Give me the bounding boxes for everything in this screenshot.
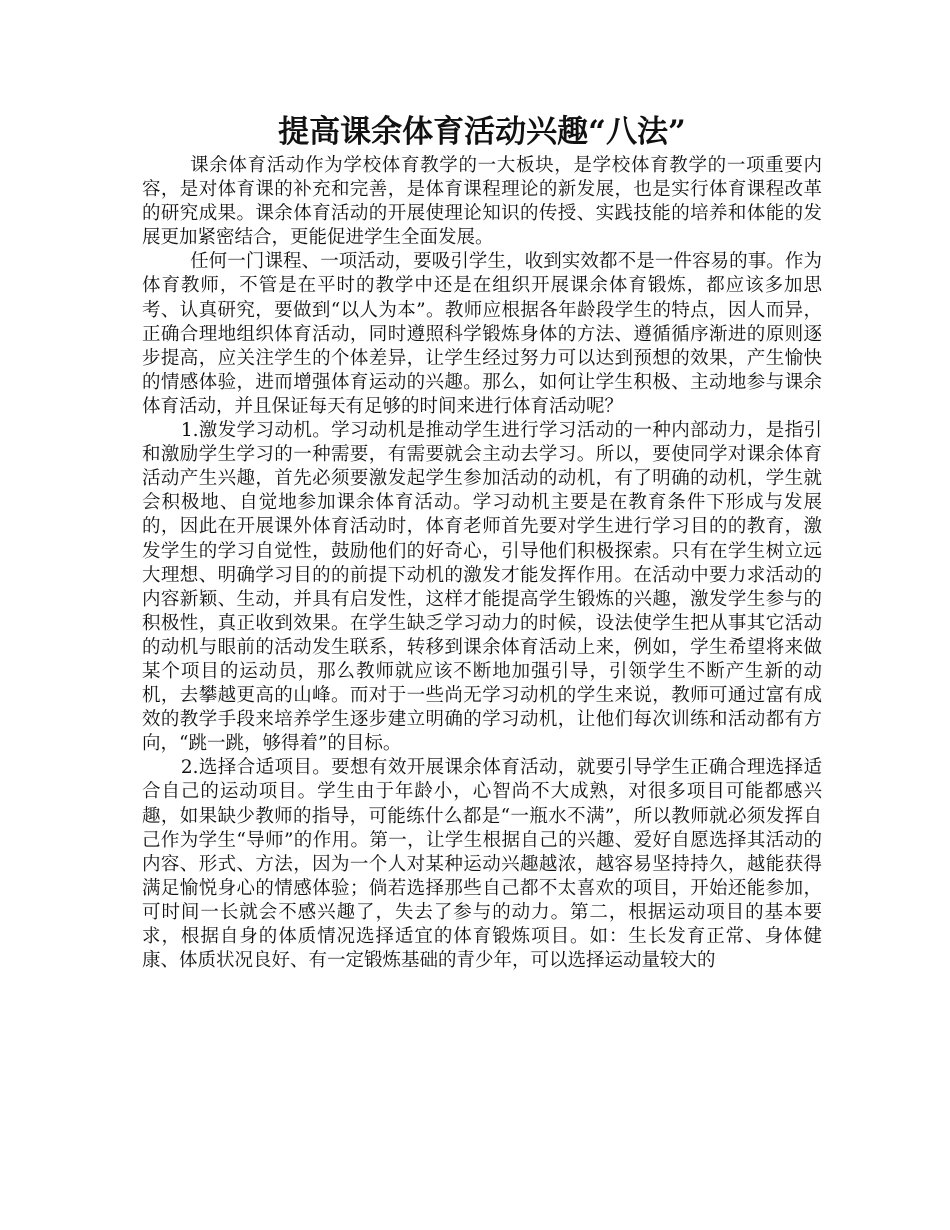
paragraph-question: 任何一门课程、一项活动，要吸引学生，收到实效都不是一件容易的事。作为体育教师，不管是在平时的教学中还是在组织开展课余体育锻炼，都应该多加思考、认真研究，要做到“以人为本”。教师应根据各年龄段学生的特点，因人而异，正确合理地组织体育活动，同时遵照科学锻炼身体的方法、遵循循序渐进的原则逐步提高，应关注学生的个体差异，让学生经过努力可以达到预想的效果，产生愉快的情感体验，进而增强体育运动的兴趣。那么，如何让学生积极、主动地参与课余体育活动，并且保证每天有足够的时间来进行体育活动呢？ xyxy=(142,251,822,417)
paragraph-method-1: 1.激发学习动机。学习动机是推动学生进行学习活动的一种内部动力，是指引和激励学生学习的一种需要，有需要就会主动去学习。所以，要使同学对课余体育活动产生兴趣，首先必须要激发起学生参加活动的动机，有了明确的动机，学生就会积极地、自觉地参加课余体育活动。学习动机主要是在教育条件下形成与发展的，因此在开展课外体育活动时，体育老师首先要对学生进行学习目的的教育，激发学生的学习自觉性，鼓励他们的好奇心，引导他们积极探索。只有在学生树立远大理想、明确学习目的的前提下动机的激发才能发挥作用。在活动中要力求活动的内容新颖、生动，并具有启发性，这样才能提高学生锻炼的兴趣，激发学生参与的积极性，真正收到效果。在学生缺乏学习动力的时候，设法使学生把从事其它活动的动机与眼前的活动发生联系，转移到课余体育活动上来，例如，学生希望将来做某个项目的运动员，那么教师就应该不断地加强引导，引领学生不断产生新的动机，去攀越更高的山峰。而对于一些尚无学习动机的学生来说，教师可通过富有成效的教学手段来培养学生逐步建立明确的学习动机，让他们每次训练和活动都有方向，“跳一跳，够得着”的目标。 xyxy=(142,420,822,755)
document-body xyxy=(142,112,822,973)
paragraph-intro: 课余体育活动作为学校体育教学的一大板块，是学校体育教学的一项重要内容，是对体育课的补充和完善，是体育课程理论的新发展，也是实行体育课程改革的研究成果。课余体育活动的开展使理论知识的传授、实践技能的培养和体能的发展更加紧密结合，更能促进学生全面发展。 xyxy=(142,155,822,249)
document-title: 提高课余体育活动兴趣“八法” xyxy=(278,114,686,150)
paragraph-method-2: 2.选择合适项目。要想有效开展课余体育活动，就要引导学生正确合理选择适合自己的运动项目。学生由于年龄小，心智尚不大成熟，对很多项目可能都感兴趣，如果缺少教师的指导，可能练什么都是“一瓶水不满”，所以教师就必须发挥自己作为学生“导师”的作用。第一，让学生根据自己的兴趣、爱好自愿选择其活动的内容、形式、方法，因为一个人对某种运动兴趣越浓，越容易坚持持久，越能获得满足愉悦身心的情感体验；倘若选择那些自己都不太喜欢的项目，开始还能参加，可时间一长就会不感兴趣了，失去了参与的动力。第二，根据运动项目的基本要求，根据自身的体质情况选择适宜的体育锻炼项目。如：生长发育正常、身体健康、体质状况良好、有一定锻炼基础的青少年，可以选择运动量较大的 xyxy=(142,757,822,972)
